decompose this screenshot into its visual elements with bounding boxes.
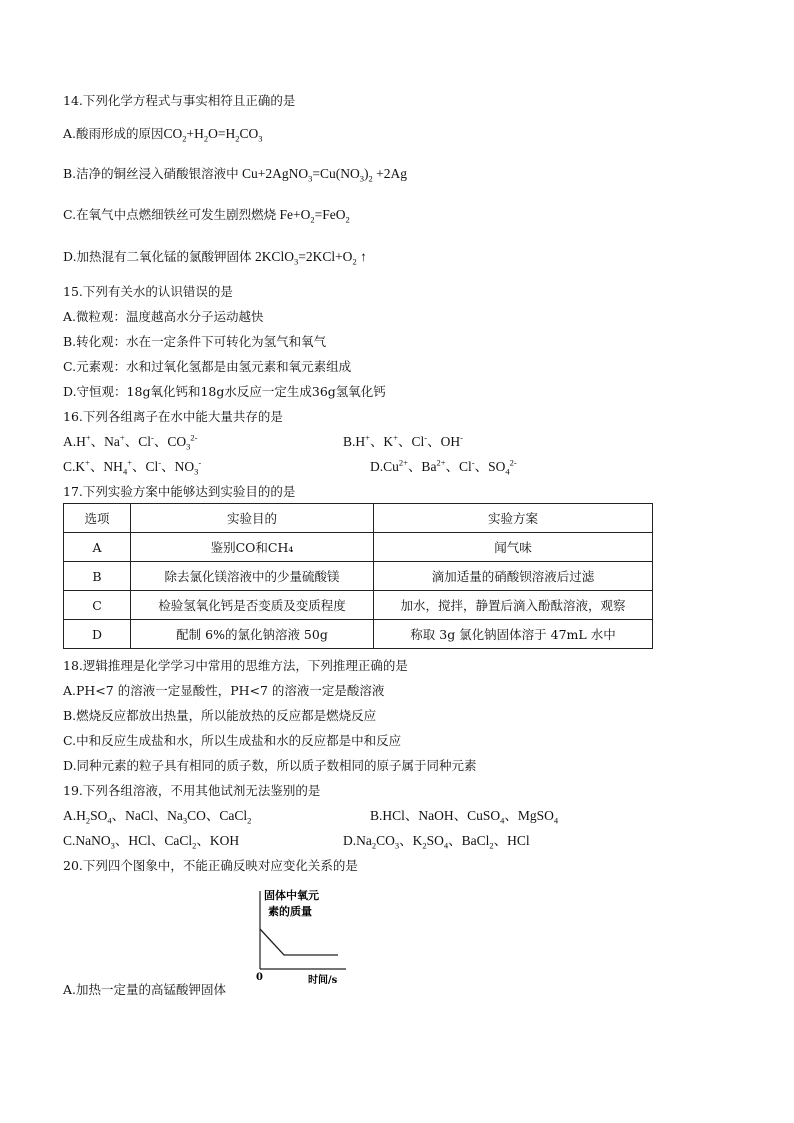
q15-stem: 15.下列有关水的认识错误的是 bbox=[63, 284, 233, 299]
graph-origin: 0 bbox=[256, 972, 263, 983]
table-header-row bbox=[64, 504, 653, 533]
q15-option-b: B.转化观：水在一定条件下可转化为氢气和氧气 bbox=[63, 334, 327, 349]
q18-option-d: D.同种元素的粒子具有相同的质子数，所以质子数相同的原子属于同种元素 bbox=[63, 758, 477, 773]
table-row bbox=[64, 620, 653, 649]
q20-option-a: A.加热一定量的高锰酸钾固体 bbox=[63, 982, 227, 997]
q14-option-a: A.酸雨形成的原因$CO_2+H_2O=H_2CO_3$ bbox=[63, 126, 263, 144]
table-cell: A bbox=[64, 533, 131, 562]
table-row bbox=[64, 533, 653, 562]
table-cell: 闻气味 bbox=[374, 533, 653, 562]
q15-option-c: C.元素观：水和过氧化氢都是由氢元素和氧元素组成 bbox=[63, 359, 352, 374]
q18-option-c: C.中和反应生成盐和水，所以生成盐和水的反应都是中和反应 bbox=[63, 733, 402, 748]
table-cell: 配制 6%的氯化钠溶液 50g bbox=[131, 620, 374, 649]
q19-option-d: $D.Na_2CO_3$、$K_2SO_4$、BaCl$_2$、HCl bbox=[343, 833, 530, 851]
q16-stem: 16.下列各组离子在水中能大量共存的是 bbox=[63, 409, 283, 424]
table-cell: 检验氢氧化钙是否变质及变质程度 bbox=[131, 591, 374, 620]
q14-option-c: C.在氧气中点燃细铁丝可发生剧烈燃烧 $Fe+O_2=FeO_2$ bbox=[63, 207, 350, 225]
q18-option-b: B.燃烧反应都放出热量，所以能放热的反应都是燃烧反应 bbox=[63, 708, 377, 723]
table-cell: 鉴别CO和CH₄ bbox=[131, 533, 374, 562]
table-cell: C bbox=[64, 591, 131, 620]
q18-option-a: A.PH<7 的溶液一定显酸性，PH<7 的溶液一定是酸溶液 bbox=[63, 683, 385, 698]
table-cell: 滴加适量的硝酸钡溶液后过滤 bbox=[374, 562, 653, 591]
q16-option-b: B.H+、K+、Cl-、OH- bbox=[343, 432, 463, 449]
q17-stem: 17.下列实验方案中能够达到实验目的的是 bbox=[63, 484, 296, 499]
table-header-cell: 实验目的 bbox=[131, 504, 374, 533]
table-header-cell: 实验方案 bbox=[374, 504, 653, 533]
q16-option-d: $D.Cu^{2+}$、$Ba^{2+}$、Cl-、$SO_4^{2-}$ bbox=[370, 457, 517, 477]
q16-option-a: A.H+、Na+、Cl-、$CO_3^{2-}$ bbox=[63, 432, 198, 452]
graph-svg bbox=[246, 885, 350, 985]
graph-ylabel-2: 素的质量 bbox=[268, 905, 312, 918]
q18-stem: 18.逻辑推理是化学学习中常用的思维方法，下列推理正确的是 bbox=[63, 658, 408, 673]
q20-stem: 20.下列四个图象中，不能正确反映对应变化关系的是 bbox=[63, 858, 358, 873]
data-line bbox=[260, 929, 338, 955]
table-row bbox=[64, 591, 653, 620]
q19-option-c: C.NaNO$_3$、HCl、CaCl$_2$、KOH bbox=[63, 833, 240, 851]
q14-option-b: B.洁净的铜丝浸入硝酸银溶液中 $Cu+2AgNO_3=Cu(NO_3)_2 +2Ag$ bbox=[63, 166, 408, 184]
q19-stem: 19.下列各组溶液，不用其他试剂无法鉴别的是 bbox=[63, 783, 321, 798]
table-row bbox=[64, 562, 653, 591]
q19-option-a: $A.H_2SO_4$、NaCl、$Na_3CO$、CaCl$_2$ bbox=[63, 808, 252, 826]
q15-option-a: A.微粒观：温度越高水分子运动越快 bbox=[63, 309, 264, 324]
graph-ylabel-1: 固体中氧元 bbox=[264, 889, 319, 902]
q17-table bbox=[63, 503, 653, 649]
table-cell: 加水，搅拌，静置后滴入酚酞溶液，观察 bbox=[374, 591, 653, 620]
table-cell: B bbox=[64, 562, 131, 591]
q15-option-d: D.守恒观：18g氧化钙和18g水反应一定生成36g氢氧化钙 bbox=[63, 384, 386, 399]
q20-graph-a bbox=[246, 885, 350, 985]
q16-option-c: C.K+、$NH_4^+$、Cl-、$NO_3^-$ bbox=[63, 457, 202, 477]
table-header-cell: 选项 bbox=[64, 504, 131, 533]
q19-option-b: B.HCl、NaOH、CuSO$_4$、MgSO$_4$ bbox=[370, 808, 559, 826]
q14-option-d: D.加热混有二氧化锰的氯酸钾固体 $2KClO_3=2KCl+O_2$ ↑ bbox=[63, 249, 367, 267]
table-cell: 称取 3g 氯化钠固体溶于 47mL 水中 bbox=[374, 620, 653, 649]
q14-stem: 14.下列化学方程式与事实相符且正确的是 bbox=[63, 93, 296, 108]
table-cell: D bbox=[64, 620, 131, 649]
table-cell: 除去氯化镁溶液中的少量硫酸镁 bbox=[131, 562, 374, 591]
graph-xlabel: 时间/s bbox=[308, 975, 338, 985]
